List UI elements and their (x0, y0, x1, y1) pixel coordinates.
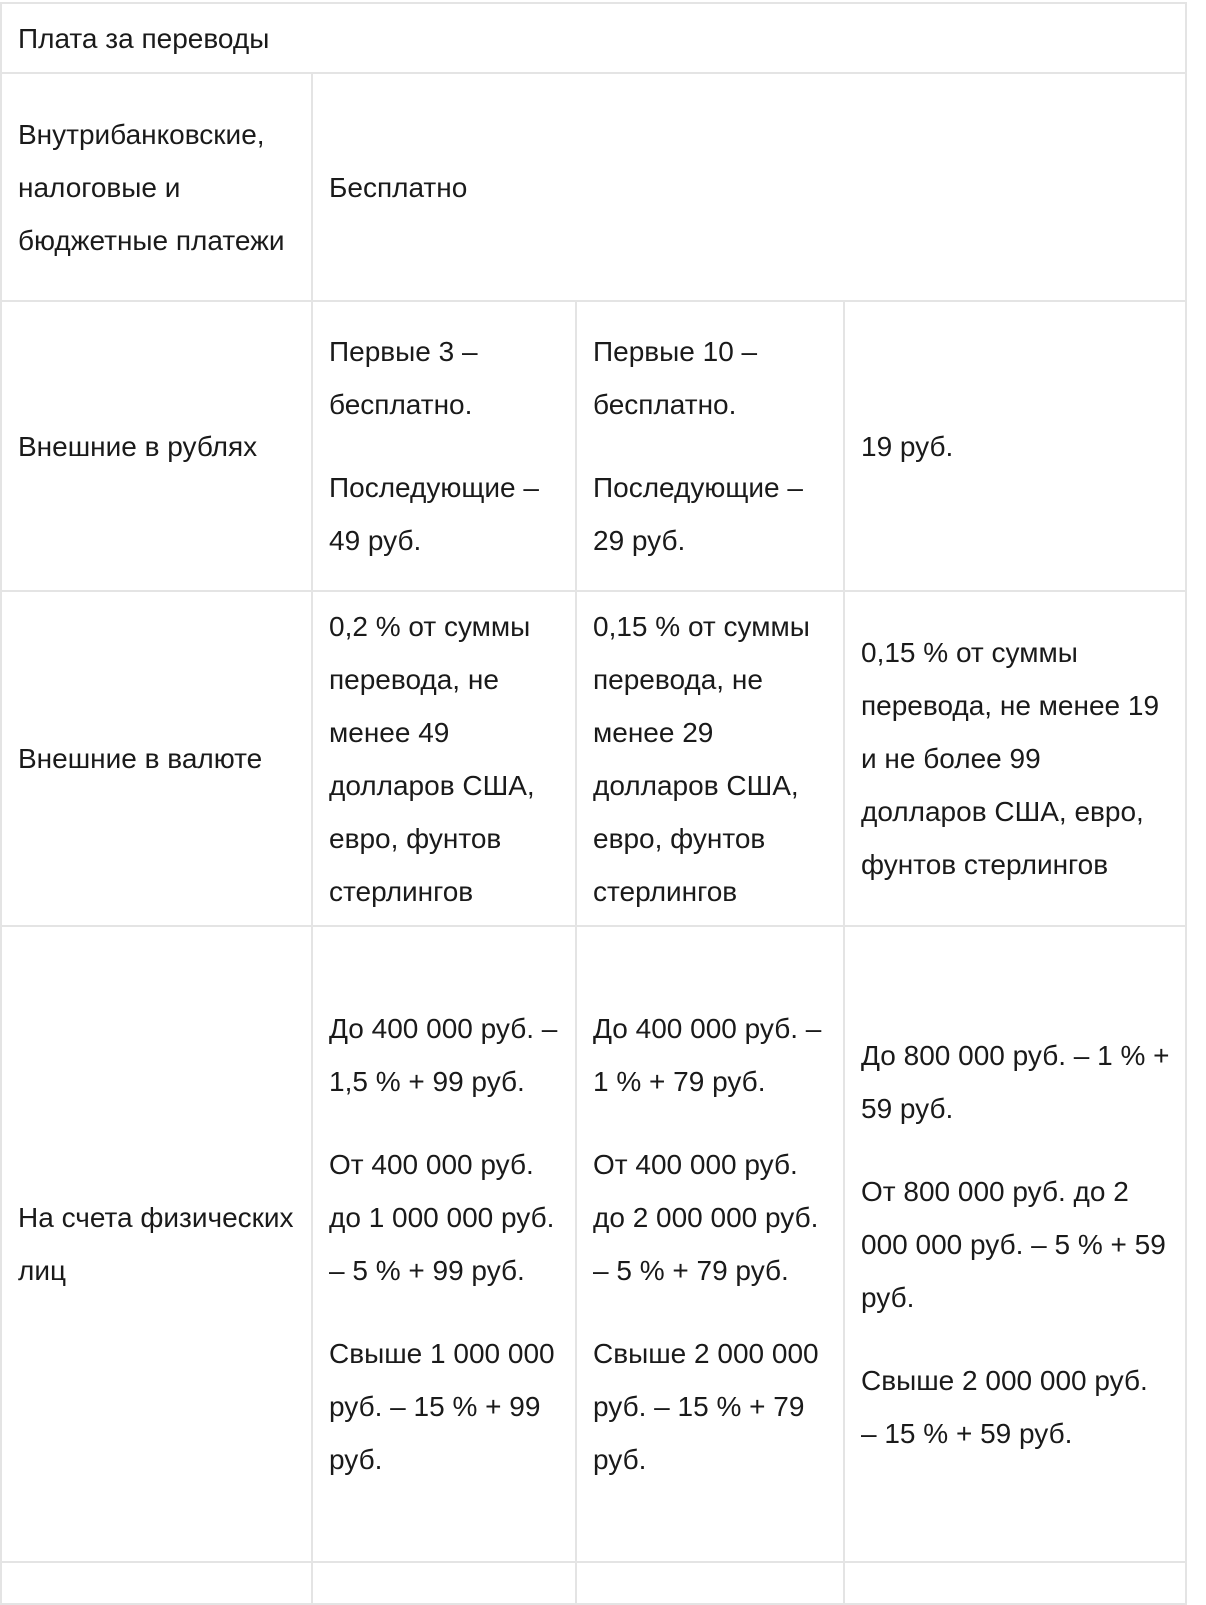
cell-individuals-plan3 (844, 926, 1186, 1562)
table-row-individuals (1, 926, 1186, 1562)
row-label-fx: Внешние в валюте (1, 591, 312, 926)
cell-text: От 400 000 руб. до 2 000 000 руб. – 5 % + 79 руб. (593, 1149, 819, 1286)
cell-rub-plan1 (312, 301, 576, 591)
table-header-row (1, 3, 1186, 73)
cell-text: Первые 3 – бесплатно. (329, 336, 478, 420)
table-row-internal (1, 73, 1186, 301)
row-label-individuals: На счета физических лиц (1, 926, 312, 1562)
cell-text: До 800 000 руб. – 1 % + 59 руб. (861, 1039, 1170, 1124)
cell-text: Свыше 2 000 000 руб. – 15 % + 79 руб. (593, 1338, 819, 1475)
cell-text: 0,2 % от суммы перевода, не менее 49 долларов США, евро, фунтов стерлингов (329, 610, 535, 907)
row-label-internal: Внутрибанковские, налоговые и бюджетные платежи (1, 73, 312, 301)
table-row-partial (1, 1562, 1186, 1604)
transfer-fees-table (0, 2, 1187, 1605)
cell-text: Свыше 1 000 000 руб. – 15 % + 99 руб. (329, 1338, 555, 1475)
cell-text: До 400 000 руб. – 1,5 % + 99 руб. (329, 1013, 558, 1097)
cell-rub-plan3 (844, 301, 1186, 591)
cell-fx-plan2 (576, 591, 844, 926)
cell-text: От 400 000 руб. до 1 000 000 руб. – 5 % + 99 руб. (329, 1149, 555, 1286)
cell-text: 0,15 % от суммы перевода, не менее 19 и не более 99 долларов США, евро, фунтов стерлингов (861, 637, 1160, 880)
cell-text: От 800 000 руб. до 2 000 000 руб. – 5 % + 59 руб. (861, 1175, 1166, 1313)
table-row-rub (1, 301, 1186, 591)
cell-text: Последующие – 29 руб. (593, 472, 803, 556)
cell-internal-value: Бесплатно (312, 73, 1186, 301)
table-title: Плата за переводы (1, 3, 1186, 73)
cell-empty (312, 1562, 576, 1604)
cell-text: Первые 10 – бесплатно. (593, 336, 758, 420)
cell-text: 19 руб. (861, 430, 954, 462)
cell-empty (576, 1562, 844, 1604)
cell-text: 0,15 % от суммы перевода, не менее 29 долларов США, евро, фунтов стерлингов (593, 610, 810, 907)
cell-fx-plan3 (844, 591, 1186, 926)
cell-fx-plan1 (312, 591, 576, 926)
cell-empty (1, 1562, 312, 1604)
cell-text: Последующие – 49 руб. (329, 472, 539, 556)
row-label-rub: Внешние в рублях (1, 301, 312, 591)
cell-individuals-plan2 (576, 926, 844, 1562)
cell-individuals-plan1 (312, 926, 576, 1562)
cell-text: Свыше 2 000 000 руб. – 15 % + 59 руб. (861, 1364, 1148, 1449)
cell-empty (844, 1562, 1186, 1604)
cell-text: До 400 000 руб. – 1 % + 79 руб. (593, 1013, 822, 1097)
table-row-fx (1, 591, 1186, 926)
cell-rub-plan2 (576, 301, 844, 591)
